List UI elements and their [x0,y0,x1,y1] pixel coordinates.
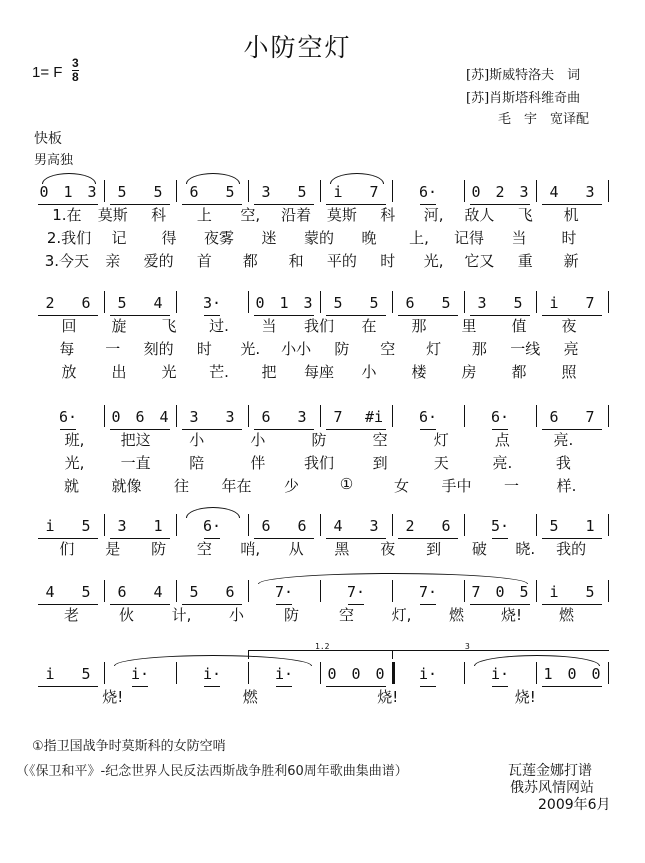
lyric-syllable: 到 [372,454,388,472]
barline [392,405,393,427]
note: 5 [81,583,91,601]
lyric-syllable: 值 [511,317,527,335]
barline [320,662,321,684]
lyric-syllable: 莫斯 [326,206,357,224]
note: 0 [567,665,577,683]
barline [608,291,609,313]
key-signature: 1= F [32,64,63,81]
note: 6 [135,408,145,426]
barline [176,180,177,202]
lyric-syllable: 它又 [464,252,495,270]
lyric-line [30,227,608,247]
barline [104,514,105,536]
lyric-syllable: 光. [240,340,261,358]
lyric-syllable: 我 [555,454,571,472]
note: 7 [585,294,595,312]
barline [104,291,105,313]
lyric-syllable: 平的 [326,252,357,270]
notation-line [30,514,608,538]
note: 4 [549,183,559,201]
note: 2 [405,517,415,535]
lyric-syllable: 科 [380,206,396,224]
barline [392,514,393,536]
lyric-syllable: 晓. [515,540,536,558]
lyric-syllable: 小 [250,431,266,449]
note: 5 [225,183,235,201]
barline [104,580,105,602]
time-signature [72,58,79,83]
lyric-syllable: 夜 [380,540,396,558]
tie-slur [186,507,240,518]
lyric-syllable: 亮 [563,340,579,358]
note: 0 [471,183,481,201]
lyric-syllable: 就 [63,477,80,495]
note: 5 [333,294,343,312]
note: 3 [261,183,271,201]
note: i· [202,665,222,683]
lyric-line [30,452,608,472]
barline [464,662,465,684]
lyric-syllable: 得 [161,229,177,247]
note: 6 [81,294,91,312]
lyric-syllable: 陪 [189,454,205,472]
lyric-syllable: 楼 [411,363,427,381]
lyric-syllable: 往 [173,477,190,495]
lyric-syllable: 破 [471,540,487,558]
note: 7· [346,583,366,601]
note: i [549,294,559,312]
meter-top: 3 [72,56,79,70]
lyric-syllable: 哨, [240,540,261,558]
lyric-syllable: 灯 [433,431,449,449]
lyric-syllable: 出 [111,363,127,381]
lyric-syllable: 一 [503,477,520,495]
lyric-syllable: 亲 [105,252,121,270]
lyric-syllable: 当 [511,229,527,247]
lyric-syllable: 空 [338,606,355,624]
note: 5 [585,583,595,601]
barline [248,291,249,313]
lyric-syllable: 河, [423,206,444,224]
lyric-syllable: 2.我们 [46,229,92,247]
note: 6· [418,408,438,426]
lyric-syllable: 伙 [118,606,135,624]
volta-second [392,642,609,659]
barline [248,180,249,202]
lyric-syllable: 上, [409,229,429,247]
volta-first-label: 1.2 [315,642,330,651]
barline [536,514,537,536]
note: 0 [351,665,361,683]
lyric-syllable: 旋 [111,317,127,335]
lyric-syllable: 燃 [242,688,258,706]
note: 0 [375,665,385,683]
note: 6· [58,408,78,426]
note: 5 [81,665,91,683]
footnote: ①指卫国战争时莫斯科的女防空哨 [32,739,226,754]
lyric-syllable: 过. [209,317,229,335]
note: 6 [117,583,127,601]
barline [392,180,393,202]
barline [320,514,321,536]
note: 6· [490,408,510,426]
barline [104,662,105,684]
note: 3 [117,517,127,535]
note: 5 [441,294,451,312]
lyric-syllable: 科 [151,206,167,224]
lyric-syllable: 就像 [111,477,142,495]
volta-first [248,642,393,659]
lyric-syllable: 老 [63,606,80,624]
note: 7 [585,408,595,426]
barline [536,180,537,202]
lyric-syllable: 里 [461,317,477,335]
lyric-syllable: 飞 [161,317,177,335]
barline [536,405,537,427]
note: 5 [297,183,307,201]
lyric-syllable: ① [339,475,354,493]
barline [608,405,609,427]
barline [104,180,105,202]
note: 1 [153,517,163,535]
lyric-line [30,361,608,381]
lyric-syllable: 重 [517,252,533,270]
barline [464,291,465,313]
barline [464,180,465,202]
lyric-syllable: 灯 [426,340,442,358]
note: 6· [202,517,222,535]
lyric-syllable: 燃 [448,606,465,624]
note: 6 [549,408,559,426]
lyric-syllable: 时 [196,340,212,358]
note: 5 [81,517,91,535]
note: 1 [279,294,289,312]
note: 1 [543,665,553,683]
lyric-syllable: 首 [196,252,212,270]
barline [464,405,465,427]
note: 7· [418,583,438,601]
lyric-line [30,538,608,558]
barline [320,180,321,202]
note: i [45,517,55,535]
tie-slur [258,573,528,584]
barline [536,291,537,313]
note: 5 [117,294,127,312]
lyric-syllable: 莫斯 [97,206,128,224]
barline [176,405,177,427]
lyric-syllable: 少 [283,477,300,495]
lyric-syllable: 飞 [517,206,533,224]
lyric-syllable: 都 [511,363,527,381]
lyric-syllable: 那 [411,317,427,335]
lyric-syllable: 我们 [303,454,335,472]
note: 4 [159,408,169,426]
note: 0 [255,294,265,312]
lyric-syllable: 夜雾 [203,229,235,247]
translator-credit: 毛 宇 宽译配 [498,112,590,127]
composer-credit: [苏]肖斯塔科维奇曲 [466,91,581,106]
lyric-syllable: 空 [372,431,388,449]
lyric-syllable: 一 [105,340,121,358]
lyric-syllable: 上 [196,206,212,224]
lyric-syllable: 空 [196,540,212,558]
lyric-syllable: 房 [461,363,477,381]
lyric-line [30,250,608,270]
note: 3 [585,183,595,201]
barline [608,180,609,202]
note: 3 [189,408,199,426]
note: 1 [585,517,595,535]
lyric-syllable: 烧! [514,688,536,706]
lyric-syllable: 小 [361,363,377,381]
barline [320,405,321,427]
lyric-syllable: 沿着 [281,206,312,224]
tempo-marking: 快板 [34,131,62,147]
note: 3 [297,408,307,426]
volta-second-label: 3 [465,642,470,651]
lyric-syllable: 样. [556,477,577,495]
note: 6 [441,517,451,535]
note: i· [418,665,438,683]
lyric-syllable: 每座 [303,363,335,381]
lyric-syllable: 夜 [561,317,577,335]
lyric-syllable: 都 [242,252,258,270]
note: 3 [369,517,379,535]
note: i· [274,665,294,683]
lyric-syllable: 亮. [492,454,513,472]
lyricist-credit: [苏]斯威特洛夫 词 [466,68,581,83]
barline [392,291,393,313]
note: 5 [369,294,379,312]
lyric-syllable: 手中 [441,477,472,495]
lyric-syllable: 女 [393,477,410,495]
lyric-syllable: 小小 [281,340,312,358]
lyric-syllable: 们 [59,540,75,558]
barline [608,662,609,684]
notation-line [30,180,608,204]
note: 3 [303,294,313,312]
note: 2 [45,294,55,312]
note: i [45,665,55,683]
note: 5 [513,294,523,312]
note: 1 [63,183,73,201]
lyric-syllable: 计, [171,606,192,624]
note: 6 [297,517,307,535]
lyric-syllable: 光 [161,363,177,381]
lyric-syllable: 亮. [553,431,574,449]
lyric-syllable: 1.在 [52,206,82,224]
note: 5 [117,183,127,201]
note: 7 [333,408,343,426]
note: i· [490,665,510,683]
lyric-syllable: 光, [423,252,444,270]
lyric-syllable: 点 [494,431,510,449]
lyric-syllable: 放 [61,363,77,381]
note: 3 [477,294,487,312]
barline [176,514,177,536]
note: 6· [418,183,438,201]
lyric-line [30,204,608,224]
note: 7 [471,583,481,601]
barline [464,514,465,536]
lyric-syllable: 回 [61,317,77,335]
source-note: （《保卫和平》-纪念世界人民反法西斯战争胜利60周年歌曲集曲谱） [16,764,408,779]
lyric-syllable: 照 [561,363,577,381]
lyric-syllable: 我们 [303,317,335,335]
note: 6 [225,583,235,601]
lyric-syllable: 每 [59,340,75,358]
barline [536,580,537,602]
note: 5 [153,183,163,201]
barline [176,580,177,602]
lyric-line [30,604,608,624]
lyric-syllable: 烧! [500,606,523,624]
notation-line [30,580,608,604]
barline [608,580,609,602]
meter-bottom: 8 [72,70,79,84]
lyric-syllable: 烧! [102,688,124,706]
lyric-syllable: 把这 [120,431,151,449]
note: 0 [591,665,601,683]
voice-marking: 男高独 [34,153,74,168]
lyric-syllable: 机 [563,206,579,224]
note: 3· [202,294,222,312]
note: 4 [333,517,343,535]
lyric-syllable: 燃 [558,606,575,624]
note: 4 [153,583,163,601]
barline [608,514,609,536]
lyric-syllable: 烧! [377,688,399,706]
date-credit: 2009年6月 [538,797,611,813]
note: 3 [87,183,97,201]
note: 0 [111,408,121,426]
lyric-syllable: 在 [361,317,377,335]
lyric-syllable: 时 [561,229,577,247]
note: 5· [490,517,510,535]
website-credit: 俄苏风情网站 [510,780,594,796]
note: 5 [189,583,199,601]
lyric-syllable: 迷 [261,229,277,247]
lyric-syllable: 一线 [510,340,541,358]
lyric-line [30,429,608,449]
notation-line [30,291,608,315]
lyric-syllable: 那 [471,340,487,358]
lyric-syllable: 3.今天 [44,252,90,270]
note: 2 [495,183,505,201]
note: i [549,583,559,601]
lyric-syllable: 和 [288,252,304,270]
lyric-line [30,475,608,495]
note: i [333,183,343,201]
lyric-syllable: 一直 [120,454,151,472]
lyric-syllable: 把 [261,363,277,381]
note: 3 [225,408,235,426]
barline [248,405,249,427]
barline [248,514,249,536]
lyric-syllable: 伴 [250,454,266,472]
tie-slur [186,173,240,184]
lyric-syllable: 晚 [361,229,377,247]
lyric-syllable: 光, [64,454,85,472]
lyric-syllable: 是 [105,540,121,558]
lyric-syllable: 敌人 [464,206,495,224]
lyric-syllable: 小 [228,606,245,624]
note: 5 [519,583,529,601]
tie-slur [330,173,384,184]
lyric-syllable: 班, [64,431,85,449]
lyric-syllable: 小 [189,431,205,449]
lyric-syllable: 当 [261,317,277,335]
lyric-syllable: 灯, [391,606,412,624]
note: 4 [45,583,55,601]
repeat-barline [392,662,395,684]
lyric-syllable: 防 [283,606,300,624]
lyric-line [30,315,608,335]
lyric-syllable: 从 [288,540,304,558]
lyric-syllable: 防 [311,431,327,449]
lyric-syllable: 爱的 [143,252,174,270]
lyric-syllable: 时 [380,252,396,270]
lyric-syllable: 记 [111,229,127,247]
barline [104,405,105,427]
song-title: 小防空灯 [243,33,352,62]
note: 0 [495,583,505,601]
note: 6 [189,183,199,201]
notation-line [30,642,608,686]
lyric-syllable: 黑 [334,540,350,558]
lyric-syllable: 我的 [556,540,587,558]
note: i· [130,665,150,683]
note: 6 [405,294,415,312]
tie-slur [42,173,96,184]
barline [248,580,249,602]
lyric-syllable: 记得 [453,229,485,247]
barline [176,291,177,313]
note: 6 [261,517,271,535]
lyric-syllable: 防 [151,540,167,558]
lyric-syllable: 到 [426,540,442,558]
note: 7 [369,183,379,201]
note: 5 [549,517,559,535]
note: 0 [39,183,49,201]
lyric-syllable: 空, [240,206,261,224]
lyric-syllable: 芒. [209,363,229,381]
lyric-line [30,338,608,358]
note: 6 [261,408,271,426]
note: #i [364,408,384,426]
lyric-syllable: 新 [563,252,579,270]
lyric-syllable: 年在 [221,477,252,495]
lyric-syllable: 蒙的 [303,229,335,247]
typist-credit: 瓦莲金娜打谱 [508,763,592,779]
note: 0 [327,665,337,683]
note: 3 [519,183,529,201]
lyric-syllable: 空 [380,340,396,358]
lyric-syllable: 刻的 [143,340,174,358]
notation-line [30,405,608,429]
lyric-line [30,686,608,706]
barline [320,291,321,313]
lyric-syllable: 天 [433,454,449,472]
note: 7· [274,583,294,601]
lyric-syllable: 防 [334,340,350,358]
note: 4 [153,294,163,312]
